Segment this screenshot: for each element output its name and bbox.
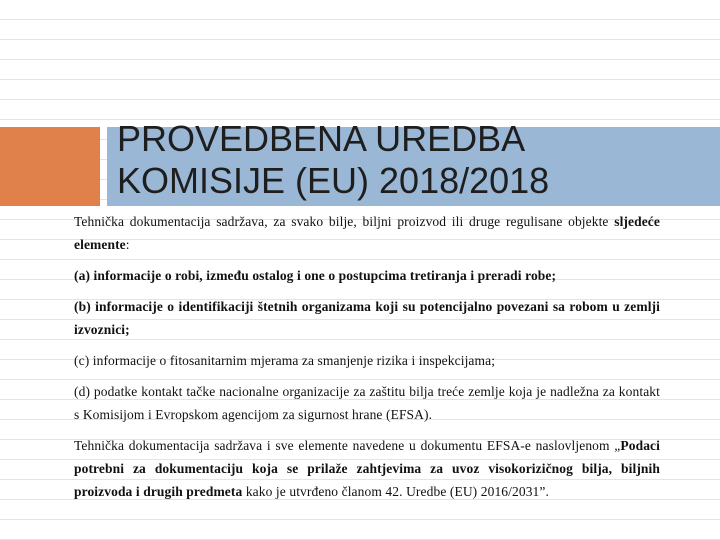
intro-text: Tehnička dokumentacija sadržava, za svako bilje, biljni proizvod ili druge regulisane objekte [74,214,615,229]
title-line-2: KOMISIJE (EU) 2018/2018 [117,160,550,201]
list-item-d: (d) podatke kontakt tačke nacionalne organizacije za zaštitu bilja treće zemlje koja je nadležna za kontakt s Komisijom i Evropskom agencijom za sigurnost hrane (EFSA). [74,384,660,422]
intro-paragraph [74,210,660,256]
intro-text-end: : [125,237,130,252]
list-item-a [74,264,660,287]
list-item-a-text: (a) informacije o robi, između ostalog i one o postupcima tretiranja i preradi robe; [74,268,557,283]
list-item-c: (c) informacije o fitosanitarnim mjerama za smanjenje rizika i inspekcijama; [74,353,496,368]
closing-paragraph [74,434,660,503]
title-line-1: PROVEDBENA UREDBA [117,118,526,159]
accent-block [0,127,100,206]
closing-text-end: kako je utvrđeno članom 42. Uredbe (EU) 2016/2031”. [242,484,549,499]
closing-text: Tehnička dokumentacija sadržava i sve elemente navedene u dokumentu EFSA-e naslovljenom „ [74,438,621,453]
list-item-b [74,295,660,341]
document-body [74,210,660,511]
list-item-b-text: (b) informacije o identifikaciji štetnih organizama koji su potencijalno povezani sa robom u zemlji izvoznici; [74,299,660,337]
closing-bold-text: Podaci potrebni za dokumentaciju koja se prilaže zahtjevima za uvoz visokorizičnog bilja, biljnih proizvoda i drugih predmeta [74,438,660,499]
page-title [117,118,717,202]
intro-bold-text: sljedeće elemente [74,214,660,252]
